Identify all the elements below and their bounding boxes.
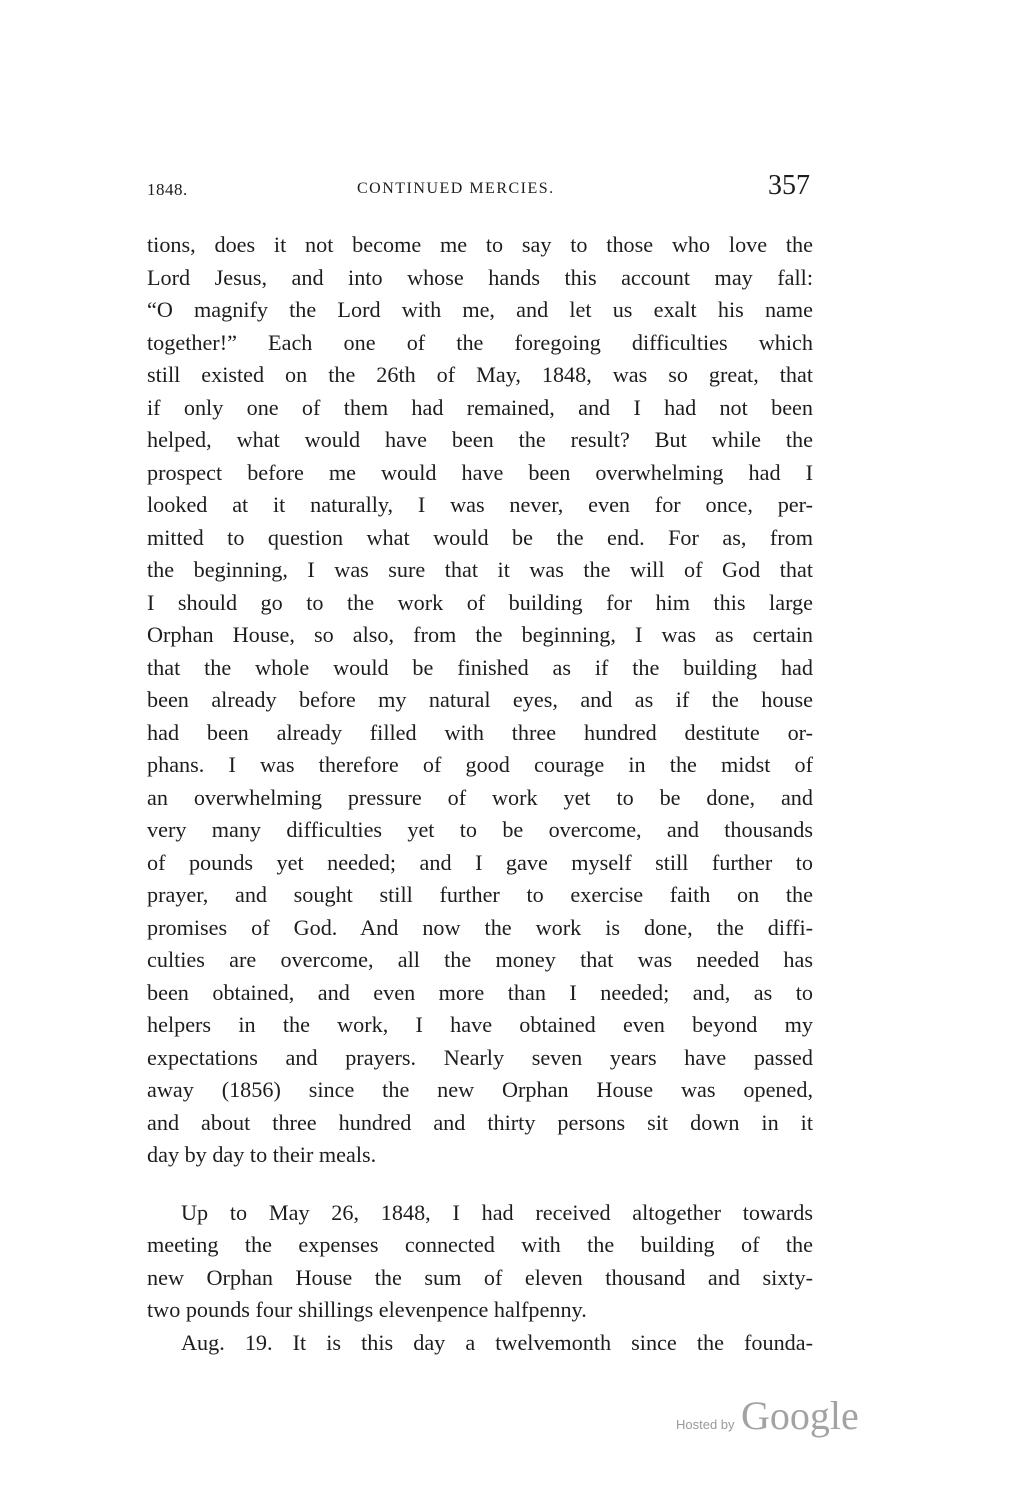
text-line: been already before my natural eyes, and as if the house bbox=[147, 687, 813, 712]
page-number: 357 bbox=[768, 170, 810, 201]
text-line: day by day to their meals. bbox=[147, 1142, 377, 1167]
text-line: together!” Each one of the foregoing difficulties which bbox=[147, 329, 813, 355]
header-title: CONTINUED MERCIES. bbox=[357, 180, 555, 197]
text-line: been obtained, and even more than I needed; and, as to bbox=[147, 979, 813, 1005]
text-line: helped, what would have been the result? But while the bbox=[147, 427, 813, 452]
text-line: phans. I was therefore of good courage in the midst of bbox=[147, 752, 813, 777]
text-line: Up to May 26, 1848, I had received altogether towards bbox=[181, 1199, 813, 1225]
text-line: very many difficulties yet to be overcome, and thousands bbox=[147, 817, 813, 842]
text-line: had been already filled with three hundred destitute or- bbox=[147, 719, 813, 745]
text-line: of pounds yet needed; and I gave myself still further to bbox=[147, 849, 813, 875]
page-body bbox=[147, 229, 813, 1359]
paragraph-3 bbox=[147, 1327, 813, 1360]
watermark-prefix: Hosted by bbox=[676, 1417, 735, 1432]
text-line: away (1856) since the new Orphan House was opened, bbox=[147, 1077, 813, 1102]
paragraph-gap bbox=[147, 1172, 813, 1197]
text-line: promises of God. And now the work is done, the diffi- bbox=[147, 914, 813, 940]
text-line: prospect before me would have been overwhelming had I bbox=[147, 459, 813, 485]
header-year: 1848. bbox=[147, 180, 188, 199]
text-line: two pounds four shillings elevenpence halfpenny. bbox=[147, 1297, 587, 1322]
text-line: an overwhelming pressure of work yet to be done, and bbox=[147, 784, 813, 810]
paragraph-1 bbox=[147, 229, 813, 1172]
text-line: that the whole would be finished as if the building had bbox=[147, 654, 813, 680]
text-line: the beginning, I was sure that it was the will of God that bbox=[147, 557, 813, 582]
text-line: I should go to the work of building for him this large bbox=[147, 589, 813, 615]
text-line: mitted to question what would be the end. For as, from bbox=[147, 524, 813, 550]
text-line: tions, does it not become me to say to those who love the bbox=[147, 232, 813, 257]
text-line: looked at it naturally, I was never, even for once, per- bbox=[147, 492, 813, 517]
text-line: still existed on the 26th of May, 1848, was so great, that bbox=[147, 362, 813, 387]
text-line: if only one of them had remained, and I had not been bbox=[147, 394, 813, 420]
running-header bbox=[147, 168, 810, 208]
paragraph-2 bbox=[147, 1197, 813, 1327]
text-line: meeting the expenses connected with the building of the bbox=[147, 1232, 813, 1257]
text-line: Orphan House, so also, from the beginning, I was as certain bbox=[147, 622, 813, 647]
text-line: Aug. 19. It is this day a twelvemonth since the founda- bbox=[181, 1329, 813, 1355]
text-line: expectations and prayers. Nearly seven years have passed bbox=[147, 1044, 813, 1070]
text-line: Lord Jesus, and into whose hands this account may fall: bbox=[147, 264, 813, 290]
text-line: prayer, and sought still further to exercise faith on the bbox=[147, 882, 813, 907]
text-line: new Orphan House the sum of eleven thousand and sixty- bbox=[147, 1264, 813, 1290]
text-line: and about three hundred and thirty persons sit down in it bbox=[147, 1109, 813, 1135]
text-line: “O magnify the Lord with me, and let us exalt his name bbox=[147, 297, 813, 322]
google-logo: Google bbox=[741, 1393, 859, 1438]
text-line: helpers in the work, I have obtained even beyond my bbox=[147, 1012, 813, 1037]
google-watermark bbox=[676, 1392, 859, 1439]
text-line: culties are overcome, all the money that was needed has bbox=[147, 947, 813, 972]
